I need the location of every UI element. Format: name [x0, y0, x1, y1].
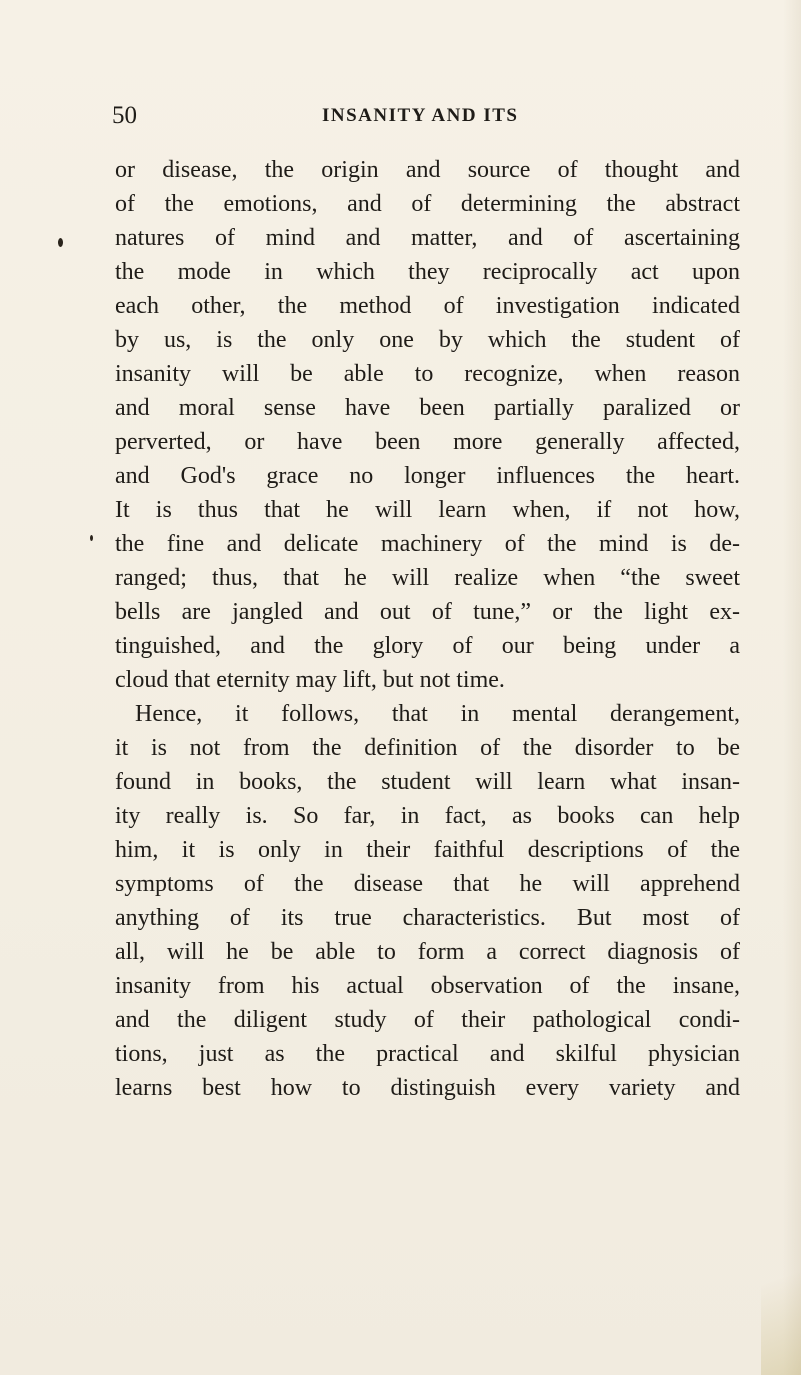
text-line: tions, just as the practical and skilful physician: [115, 1041, 740, 1067]
text-line: found in books, the student will learn what insan-: [115, 769, 740, 795]
text-line: natures of mind and matter, and of ascertaining: [115, 225, 740, 251]
text-line: it is not from the definition of the disorder to be: [115, 735, 740, 761]
ink-speck: [58, 238, 63, 247]
text-line: by us, is the only one by which the student of: [115, 327, 740, 353]
text-line: ranged; thus, that he will realize when “the sweet: [115, 565, 740, 591]
running-head: INSANITY AND ITS: [322, 105, 519, 126]
ink-speck: [90, 535, 93, 541]
text-line: insanity will be able to recognize, when reason: [115, 361, 740, 387]
text-line: all, will he be able to form a correct diagnosis of: [115, 939, 740, 965]
text-line: and moral sense have been partially paralized or: [115, 395, 740, 421]
text-line: or disease, the origin and source of thought and: [115, 157, 740, 183]
page-header: [112, 96, 732, 136]
body-text: [115, 153, 740, 1105]
text-line: learns best how to distinguish every variety and: [115, 1075, 740, 1101]
page-corner-stain: [761, 1215, 801, 1375]
text-line: perverted, or have been more generally affected,: [115, 429, 740, 455]
text-line: bells are jangled and out of tune,” or the light ex-: [115, 599, 740, 625]
text-line: Hence, it follows, that in mental derangement,: [135, 701, 740, 727]
page-edge-shadow: [783, 0, 801, 1375]
text-line: anything of its true characteristics. But most of: [115, 905, 740, 931]
text-line: tinguished, and the glory of our being under a: [115, 633, 740, 659]
text-line: insanity from his actual observation of the insane,: [115, 973, 740, 999]
text-line: the fine and delicate machinery of the mind is de-: [115, 531, 740, 557]
page-number: 50: [112, 102, 137, 129]
text-line: and the diligent study of their pathological condi-: [115, 1007, 740, 1033]
text-line: It is thus that he will learn when, if not how,: [115, 497, 740, 523]
text-line: each other, the method of investigation indicated: [115, 293, 740, 319]
text-line: ity really is. So far, in fact, as books can help: [115, 803, 740, 829]
text-line: and God's grace no longer influences the heart.: [115, 463, 740, 489]
text-line: symptoms of the disease that he will apprehend: [115, 871, 740, 897]
text-line: of the emotions, and of determining the abstract: [115, 191, 740, 217]
text-line: him, it is only in their faithful descriptions of the: [115, 837, 740, 863]
text-line: the mode in which they reciprocally act upon: [115, 259, 740, 285]
text-line: cloud that eternity may lift, but not time.: [115, 667, 505, 693]
